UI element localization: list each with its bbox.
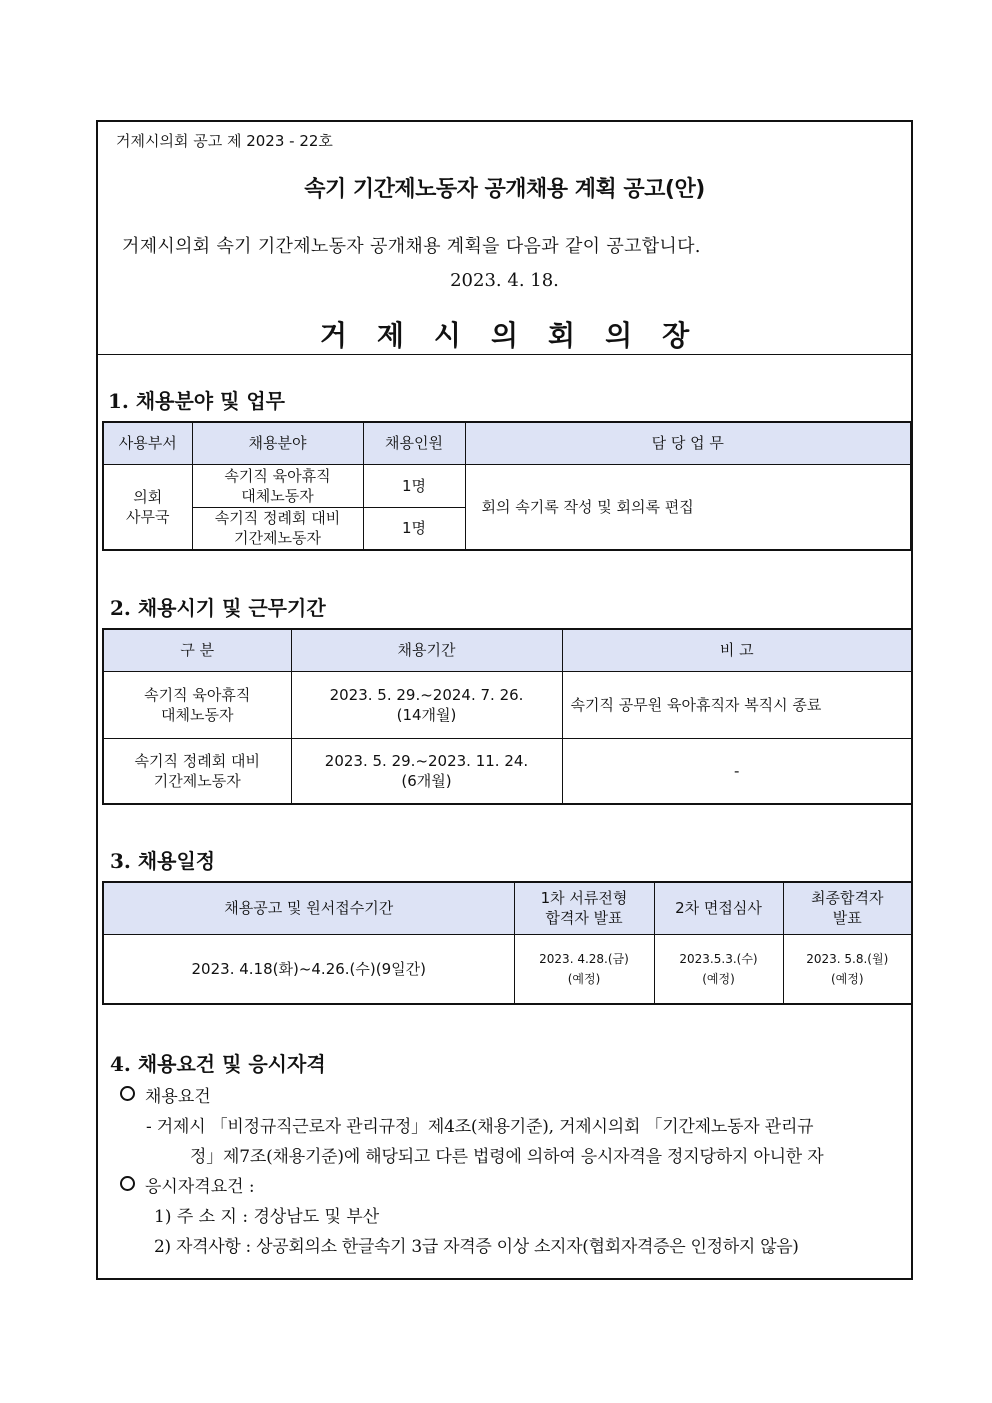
type-cell: 속기직 육아휴직 대체노동자 (103, 671, 291, 738)
period-cell: 2023. 5. 29.~2024. 7. 26. (14개월) (291, 671, 562, 738)
duty-cell: 회의 속기록 작성 및 회의록 편집 (465, 464, 911, 550)
interview-cell: 2023.5.3.(수) (예정) (654, 934, 783, 1004)
qualification-certificate: 2) 자격사항 : 상공회의소 한글속기 3급 자격증 이상 소지자(협회자격증은 인정하지 않음) (154, 1237, 799, 1257)
field-cell: 속기직 정례회 대비 기간제노동자 (192, 507, 363, 550)
section1-table (102, 421, 912, 551)
qualification-address: 1) 주 소 지 : 경상남도 및 부산 (154, 1207, 380, 1227)
requirements-line1: - 거제시 「비정규직근로자 관리규정」제4조(채용기준), 거제시의회 「기간제노동자 관리규 (146, 1117, 814, 1137)
col-header-type: 구 분 (103, 629, 291, 671)
col-header-department: 사용부서 (103, 422, 192, 464)
remark-cell: 속기직 공무원 육아휴직자 복직시 종료 (562, 671, 912, 738)
section2-title: 2. 채용시기 및 근무기간 (110, 596, 326, 620)
circle-bullet-icon (120, 1176, 135, 1191)
section3-title: 3. 채용일정 (110, 849, 216, 873)
qualification-heading (120, 1172, 255, 1197)
col-header-count: 채용인원 (363, 422, 465, 464)
notice-number: 거제시의회 공고 제 2023 - 22호 (116, 132, 333, 150)
header-divider (98, 354, 911, 355)
col-header-document-screening: 1차 서류전형 합격자 발표 (514, 882, 654, 934)
document-screening-cell: 2023. 4.28.(금) (예정) (514, 934, 654, 1004)
qualification-heading-text: 응시자격요건 : (145, 1177, 255, 1197)
col-header-remark: 비 고 (562, 629, 912, 671)
col-header-final-announcement: 최종합격자 발표 (783, 882, 912, 934)
section3-table (102, 881, 913, 1005)
count-cell: 1명 (363, 464, 465, 507)
requirements-heading (120, 1082, 211, 1107)
section1-title: 1. 채용분야 및 업무 (108, 389, 286, 413)
count-cell: 1명 (363, 507, 465, 550)
intro-sentence: 거제시의회 속기 기간제노동자 공개채용 계획을 다음과 같이 공고합니다. (122, 236, 701, 257)
remark-cell: - (562, 738, 912, 804)
application-period-cell: 2023. 4.18(화)~4.26.(수)(9일간) (103, 934, 514, 1004)
col-header-interview: 2차 면접심사 (654, 882, 783, 934)
requirements-line2: 정」제7조(채용기준)에 해당되고 다른 법령에 의하여 응시자격을 정지당하지 아니한 자 (190, 1147, 824, 1167)
issuer-name: 거제시의회의장 (319, 319, 720, 352)
period-cell: 2023. 5. 29.~2023. 11. 24. (6개월) (291, 738, 562, 804)
final-announcement-cell: 2023. 5.8.(월) (예정) (783, 934, 912, 1004)
department-cell: 의회 사무국 (103, 464, 192, 550)
notice-date: 2023. 4. 18. (450, 270, 559, 291)
requirements-heading-text: 채용요건 (145, 1087, 211, 1107)
field-cell: 속기직 육아휴직 대체노동자 (192, 464, 363, 507)
notice-frame (96, 120, 913, 1280)
document-title: 속기 기간제노동자 공개채용 계획 공고(안) (304, 177, 705, 202)
section2-table (102, 628, 913, 805)
col-header-period: 채용기간 (291, 629, 562, 671)
circle-bullet-icon (120, 1086, 135, 1101)
col-header-duty: 담 당 업 무 (465, 422, 911, 464)
col-header-field: 채용분야 (192, 422, 363, 464)
section4-title: 4. 채용요건 및 응시자격 (110, 1052, 326, 1076)
col-header-application-period: 채용공고 및 원서접수기간 (103, 882, 514, 934)
type-cell: 속기직 정례회 대비 기간제노동자 (103, 738, 291, 804)
